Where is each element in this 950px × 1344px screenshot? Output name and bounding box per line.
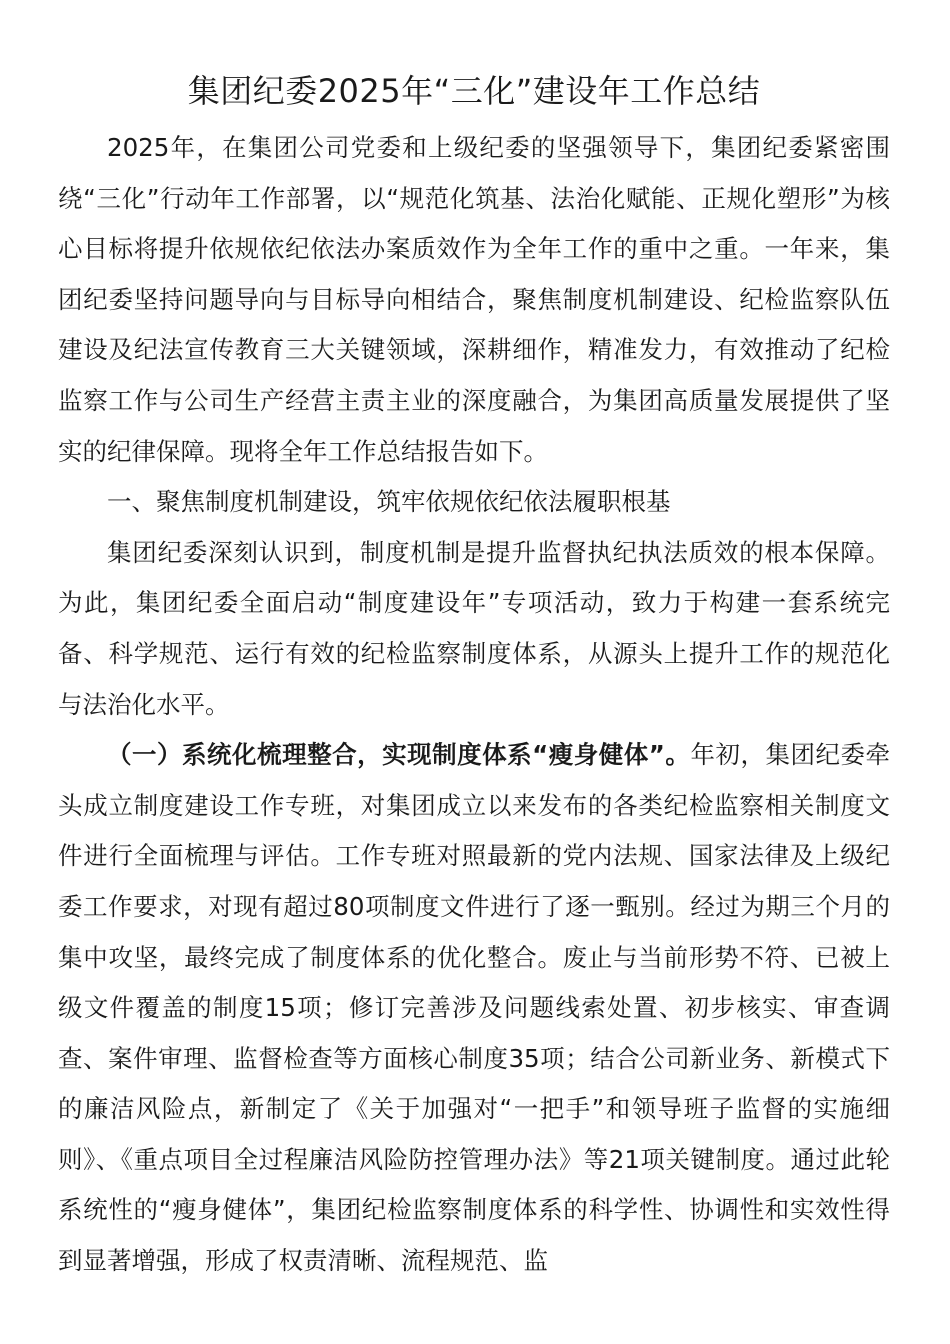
document-page bbox=[58, 66, 890, 1287]
section-paragraph: 集团纪委深刻认识到，制度机制是提升监督执纪执法质效的根本保障。为此，集团纪委全面启动“制度建设年”专项活动，致力于构建一套系统完备、科学规范、运行有效的纪检监察制度体系，从源头上提升工作的规范化与法治化水平。 bbox=[58, 537, 890, 719]
subsection-heading: （一）系统化梳理整合，实现制度体系“瘦身健体”。 bbox=[107, 740, 691, 770]
subsection-body: 年初，集团纪委牵头成立制度建设工作专班，对集团成立以来发布的各类纪检监察相关制度文件进行全面梳理与评估。工作专班对照最新的党内法规、国家法律及上级纪委工作要求，对现有超过80项制度文件进行了逐一甄别。经过为期三个月的集中攻坚，最终完成了制度体系的优化整合。废止与当前形势不符、已被上级文件覆盖的制度15项；修订完善涉及问题线索处置、初步核实、审查调查、案件审理、监督检查等方面核心制度35项；结合公司新业务、新模式下的廉洁风险点，新制定了《关于加强对“一把手”和领导班子监督的实施细则》、《重点项目全过程廉洁风险防控管理办法》等21项关键制度。通过此轮系统性的“瘦身健体”，集团纪检监察制度体系的科学性、协调性和实效性得到显著增强，形成了权责清晰、流程规范、监 bbox=[58, 740, 891, 1276]
intro-paragraph: 2025年，在集团公司党委和上级纪委的坚强领导下，集团纪委紧密围绕“三化”行动年工作部署，以“规范化筑基、法治化赋能、正规化塑形”为核心目标将提升依规依纪依法办案质效作为全年工作的重中之重。一年来，集团纪委坚持问题导向与目标导向相结合，聚焦制度机制建设、纪检监察队伍建设及纪法宣传教育三大关键领域，深耕细作，精准发力，有效推动了纪检监察工作与公司生产经营主责主业的深度融合，为集团高质量发展提供了坚实的纪律保障。现将全年工作总结报告如下。 bbox=[58, 133, 890, 466]
section-heading: 一、聚焦制度机制建设，筑牢依规依纪依法履职根基 bbox=[107, 487, 671, 517]
document-title: 集团纪委2025年“三化”建设年工作总结 bbox=[187, 72, 761, 110]
subsection-paragraph bbox=[58, 730, 890, 1287]
